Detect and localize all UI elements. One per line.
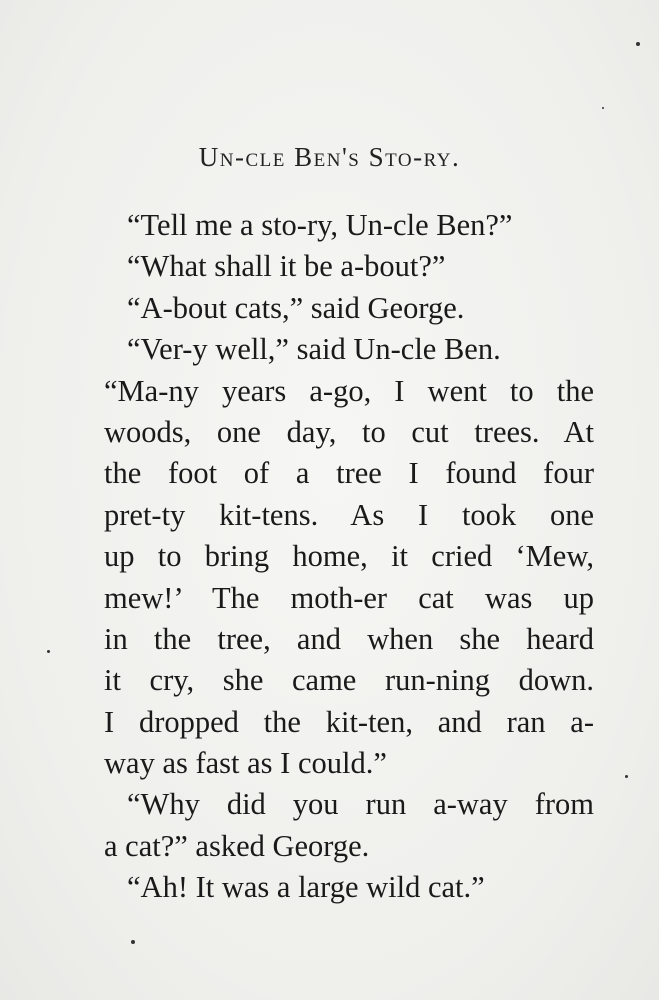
text-line: “Ver-y well,” said Un-cle Ben.	[127, 332, 501, 367]
text-line: up to bring home, it cried ‘Mew,	[104, 539, 594, 574]
text-line: “A-bout cats,” said George.	[127, 290, 465, 325]
text-line: “Why did you run a-way from	[127, 787, 594, 822]
story-text	[104, 205, 594, 909]
paper-speck	[636, 42, 640, 46]
text-line: “Ah! It was a large wild cat.”	[127, 870, 485, 905]
paper-speck	[131, 940, 135, 944]
paper-speck	[602, 107, 604, 109]
paper-speck	[47, 650, 50, 653]
page-title: Un-cle Ben's Sto-ry.	[198, 142, 461, 172]
text-line: I dropped the kit-ten, and ran a-	[104, 704, 594, 739]
text-line: “Ma-ny years a-go, I went to the	[104, 373, 594, 408]
text-line: in the tree, and when she heard	[104, 621, 594, 656]
paper-speck	[625, 775, 628, 778]
text-line: woods, one day, to cut trees. At	[104, 414, 594, 449]
text-line: pret-ty kit-tens. As I took one	[104, 497, 594, 532]
text-line: mew!’ The moth-er cat was up	[104, 580, 594, 615]
text-line: it cry, she came run-ning down.	[104, 663, 594, 698]
text-line: way as fast as I could.”	[104, 746, 387, 781]
text-line: “What shall it be a-bout?”	[127, 249, 446, 284]
text-line: a cat?” asked George.	[104, 828, 370, 863]
text-line: the foot of a tree I found four	[104, 456, 594, 491]
text-line: “Tell me a sto-ry, Un-cle Ben?”	[127, 208, 513, 242]
